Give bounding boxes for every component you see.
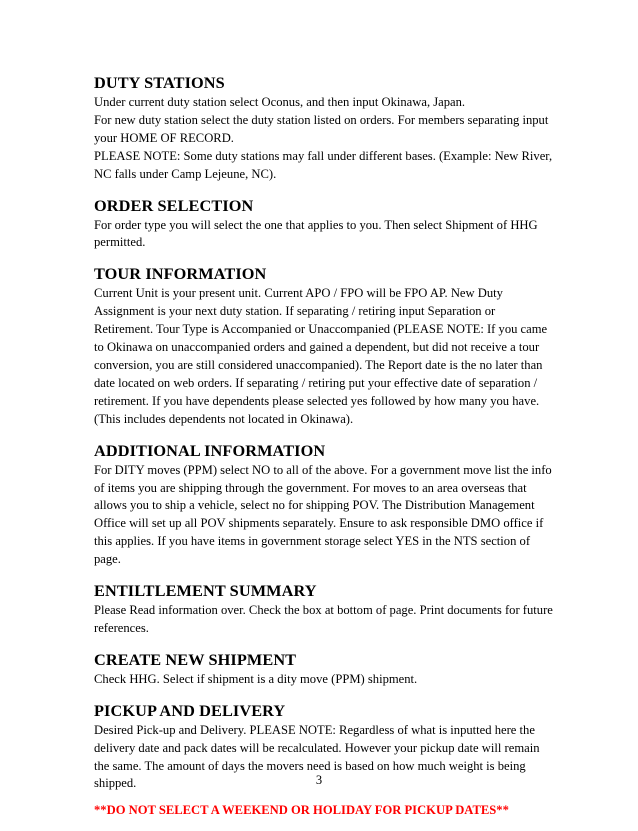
section-heading: PICKUP AND DELIVERY [94, 700, 286, 720]
paragraph: For new duty station select the duty station listed on orders. For members separating input your HOME OF RECORD. [94, 112, 549, 145]
section-heading: TOUR INFORMATION [94, 264, 267, 284]
paragraph: Desired Pick-up and Delivery. PLEASE NOTE: Regardless of what is inputted here the delivery date and pack dates will be recalculated. However your pickup date will remain the same. The amount of days the movers need is based on how much weight is being shipped. [94, 722, 540, 791]
section-body [94, 602, 554, 638]
paragraph: Check HHG. Select if shipment is a dity move (PPM) shipment. [94, 671, 418, 686]
section-additional-information [94, 441, 554, 569]
paragraph: PLEASE NOTE: Some duty stations may fall under different bases. (Example: New River, NC falls under Camp Lejeune, NC). [94, 148, 553, 181]
section-duty-stations [94, 73, 554, 184]
paragraph: For order type you will select the one that applies to you. Then select Shipment of HHG permitted. [94, 217, 538, 250]
section-body [94, 462, 554, 569]
page-number: 3 [315, 773, 323, 787]
section-body [94, 671, 554, 689]
section-heading: ENTILTLEMENT SUMMARY [94, 581, 317, 601]
document-content [94, 73, 554, 831]
section-create-new-shipment [94, 650, 554, 689]
section-heading: ADDITIONAL INFORMATION [94, 440, 326, 460]
section-order-selection [94, 196, 554, 253]
paragraph: For DITY moves (PPM) select NO to all of the above. For a government move list the info of items you are shipping through the government. For moves to an area overseas that allows you to ship a vehicle, select no for shipping POV. The Distribution Management Office will set up all POV shipments separately. Ensure to ask responsible DMO office if this applies. If you have items in government storage select YES in the NTS section of page. [94, 462, 552, 567]
section-pickup-and-delivery [94, 701, 554, 820]
section-body [94, 94, 554, 184]
section-heading: DUTY STATIONS [94, 73, 225, 92]
pickup-warning: **DO NOT SELECT A WEEKEND OR HOLIDAY FOR PICKUP DATES** [94, 803, 509, 818]
section-heading: CREATE NEW SHIPMENT [94, 649, 297, 669]
section-tour-information [94, 264, 554, 428]
paragraph: Current Unit is your present unit. Current APO / FPO will be FPO AP. New Duty Assignment is your next duty station. If separating / retiring input Separation or Retirement. Tour Type is Accompanied or Unaccompanied (PLEASE NOTE: If you came to Okinawa on unaccompanied orders and gained a dependent, but did not receive a tour conversion, you are still considered unaccompanied). The Report date is the no later than date located on web orders. If separating / retiring put your effective date of separation / retirement. If you have dependents please selected yes followed by how many you have. (This includes dependents not located in Okinawa). [94, 286, 548, 426]
section-body [94, 285, 554, 428]
paragraph: Under current duty station select Oconus, and then input Okinawa, Japan. [94, 95, 466, 109]
paragraph: Please Read information over. Check the box at bottom of page. Print documents for future references. [94, 603, 553, 635]
section-heading: ORDER SELECTION [94, 195, 254, 215]
section-body [94, 217, 554, 253]
section-entitlement-summary [94, 581, 554, 638]
